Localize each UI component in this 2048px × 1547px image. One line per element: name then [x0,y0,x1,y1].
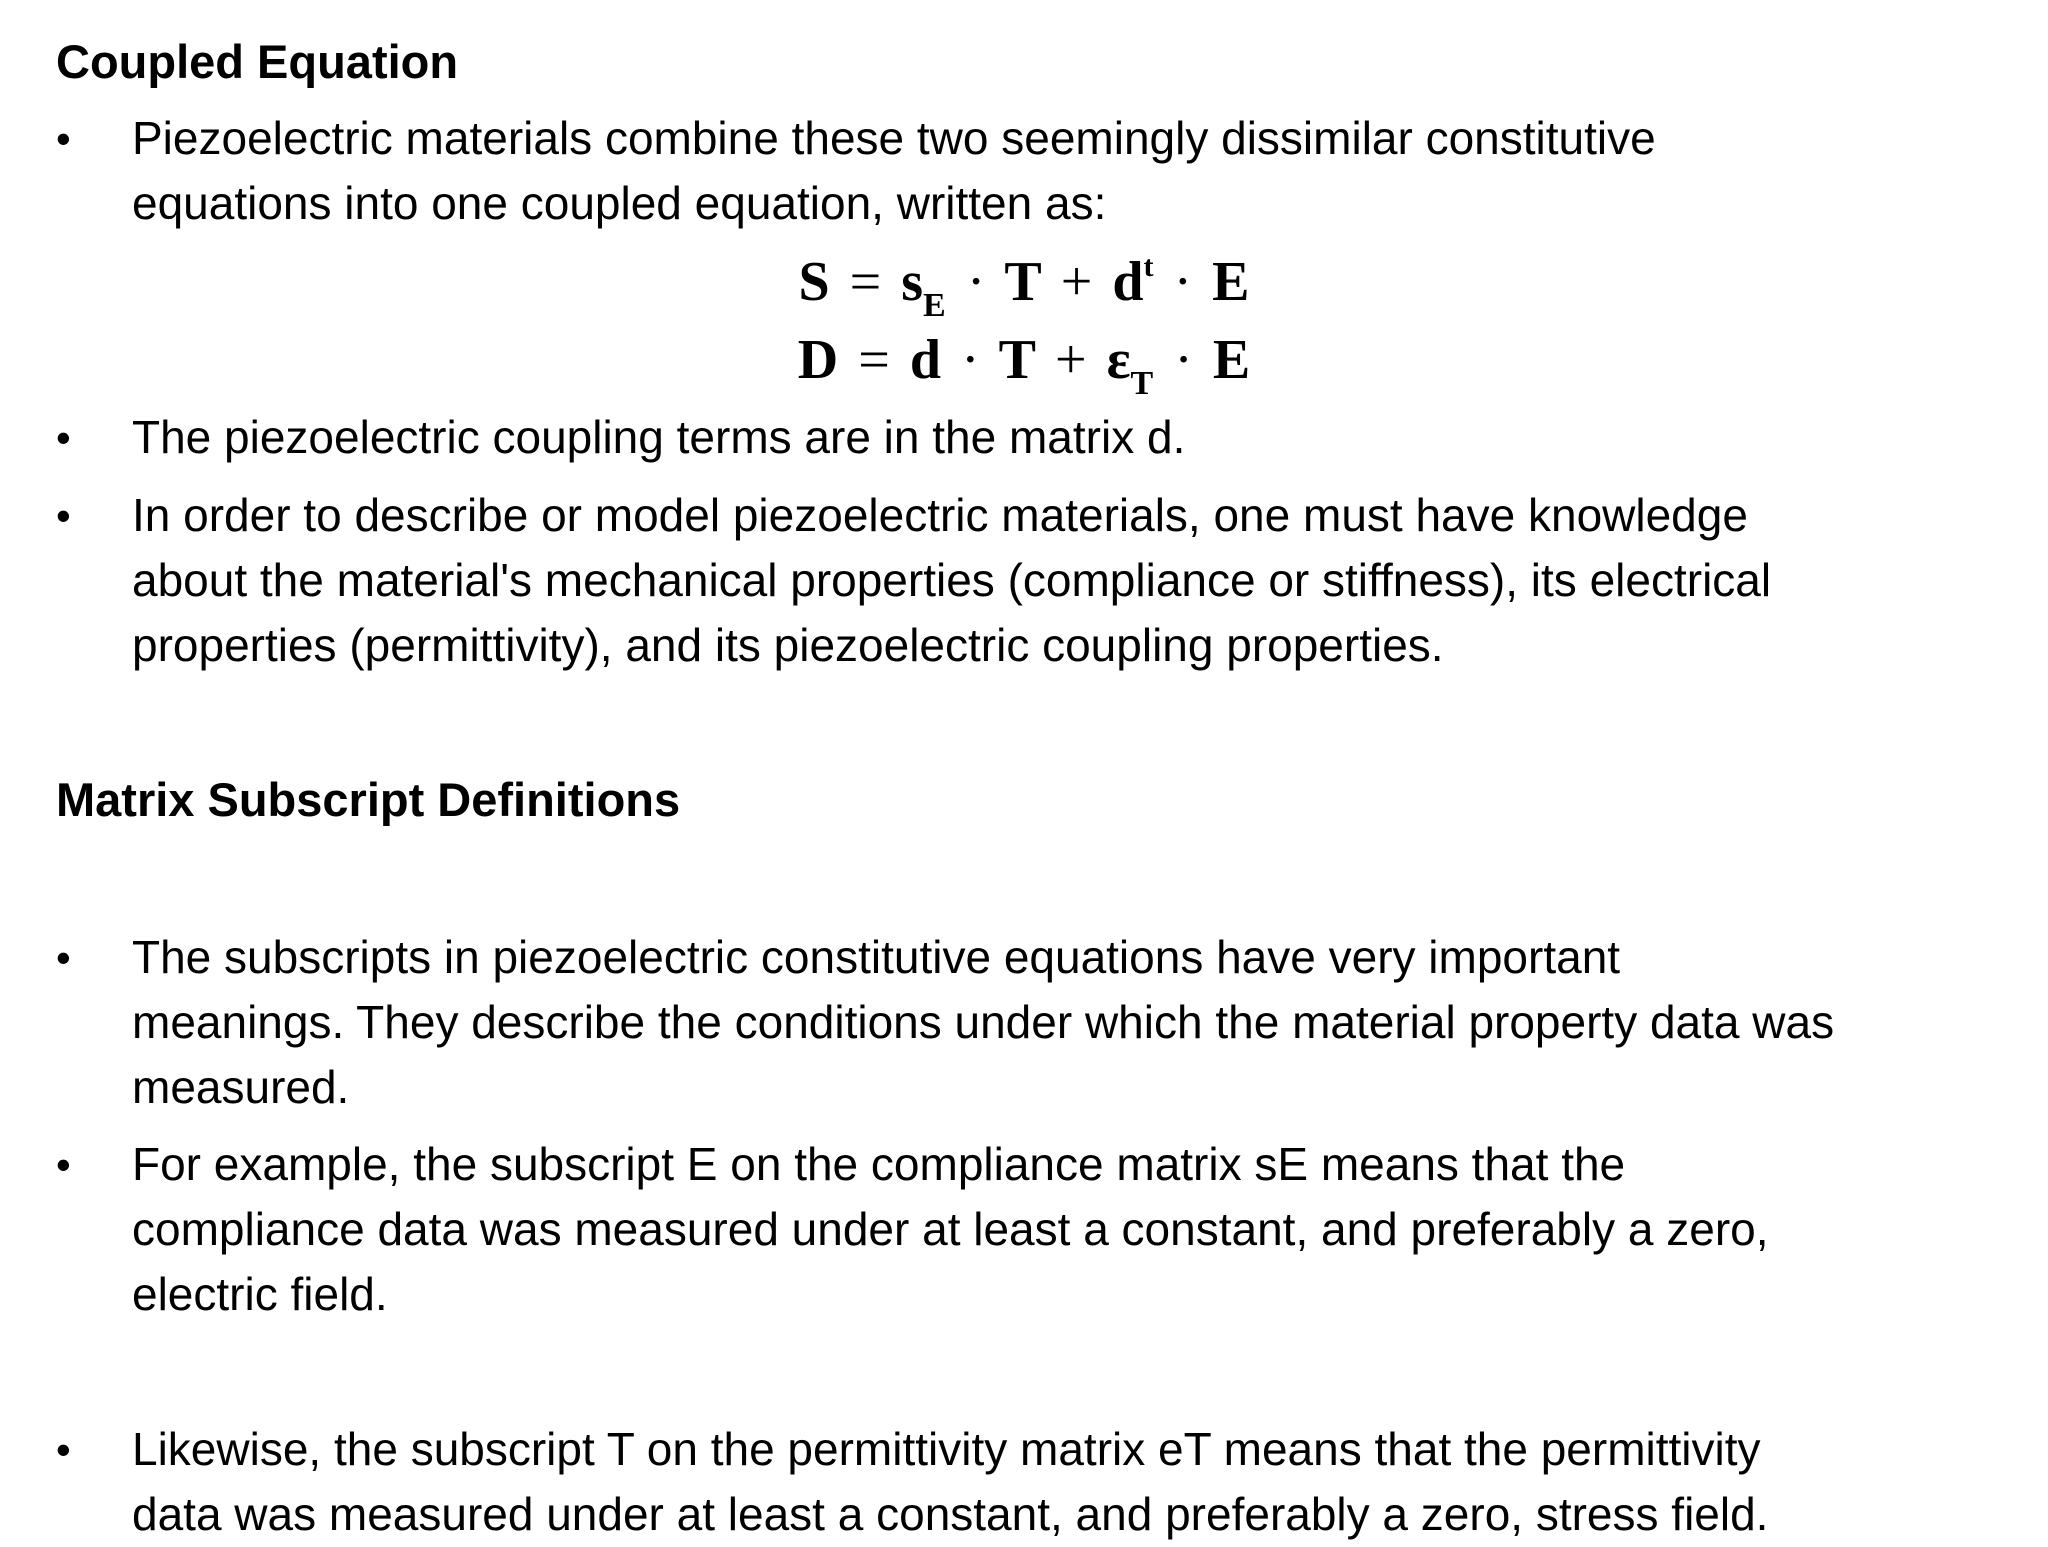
eq-dot: · [1173,251,1193,313]
bullet-dot: • [56,1426,71,1473]
bullet-text: Likewise, the subscript T on the permittivity matrix eT means that the permittivity data was measured under at least a constant, and preferably a zero, stress field. [132,1423,1769,1540]
bullet-text: Piezoelectric materials combine these two seemingly dissimilar constitutive equations into one coupled equation, written as: [132,112,1656,229]
eq-plus: + [1054,329,1087,391]
eq-dot: · [960,329,980,391]
coupled-equation-heading: Coupled Equation [56,35,459,88]
eq-dot: · [966,251,986,313]
bullet-text: In order to describe or model piezoelectric materials, one must have knowledge about the material's mechanical properties (compliance or stiffness), its electrical properties (permittivity), and its piezoelectric coupling properties. [132,489,1772,671]
bullet-text: The piezoelectric coupling terms are in the matrix d. [132,411,1186,463]
bullet-dot: • [56,1141,71,1188]
eq-term: T [1004,251,1041,313]
bullet-text: The subscripts in piezoelectric constitutive equations have very important meanings. They describe the conditions under which the material property data was measured. [132,931,1835,1113]
eq-term: T [998,329,1035,391]
eq-term: ε [1106,329,1131,391]
eq-equals: = [858,329,890,391]
eq-lhs: D [797,329,839,391]
eq-equals: = [849,251,882,313]
bullet-dot: • [56,934,71,981]
eq-plus: + [1060,251,1093,313]
eq-subscript: T [1130,365,1155,402]
eq-term: d [909,329,941,391]
eq-subscript: E [923,287,947,324]
bullet-dot: • [56,115,71,162]
bullet-text: For example, the subscript E on the compliance matrix sE means that the compliance data was measured under at least a constant, and preferably a zero, electric field. [132,1138,1769,1320]
matrix-subscript-heading: Matrix Subscript Definitions [56,773,681,826]
eq-term: d [1112,251,1144,313]
eq-superscript: t [1143,250,1154,283]
eq-term: E [1212,251,1250,313]
eq-term: E [1212,329,1251,391]
eq-lhs: S [798,251,830,313]
eq-term: s [901,251,924,313]
eq-dot: · [1174,329,1193,391]
bullet-dot: • [56,414,71,461]
bullet-dot: • [56,492,71,539]
